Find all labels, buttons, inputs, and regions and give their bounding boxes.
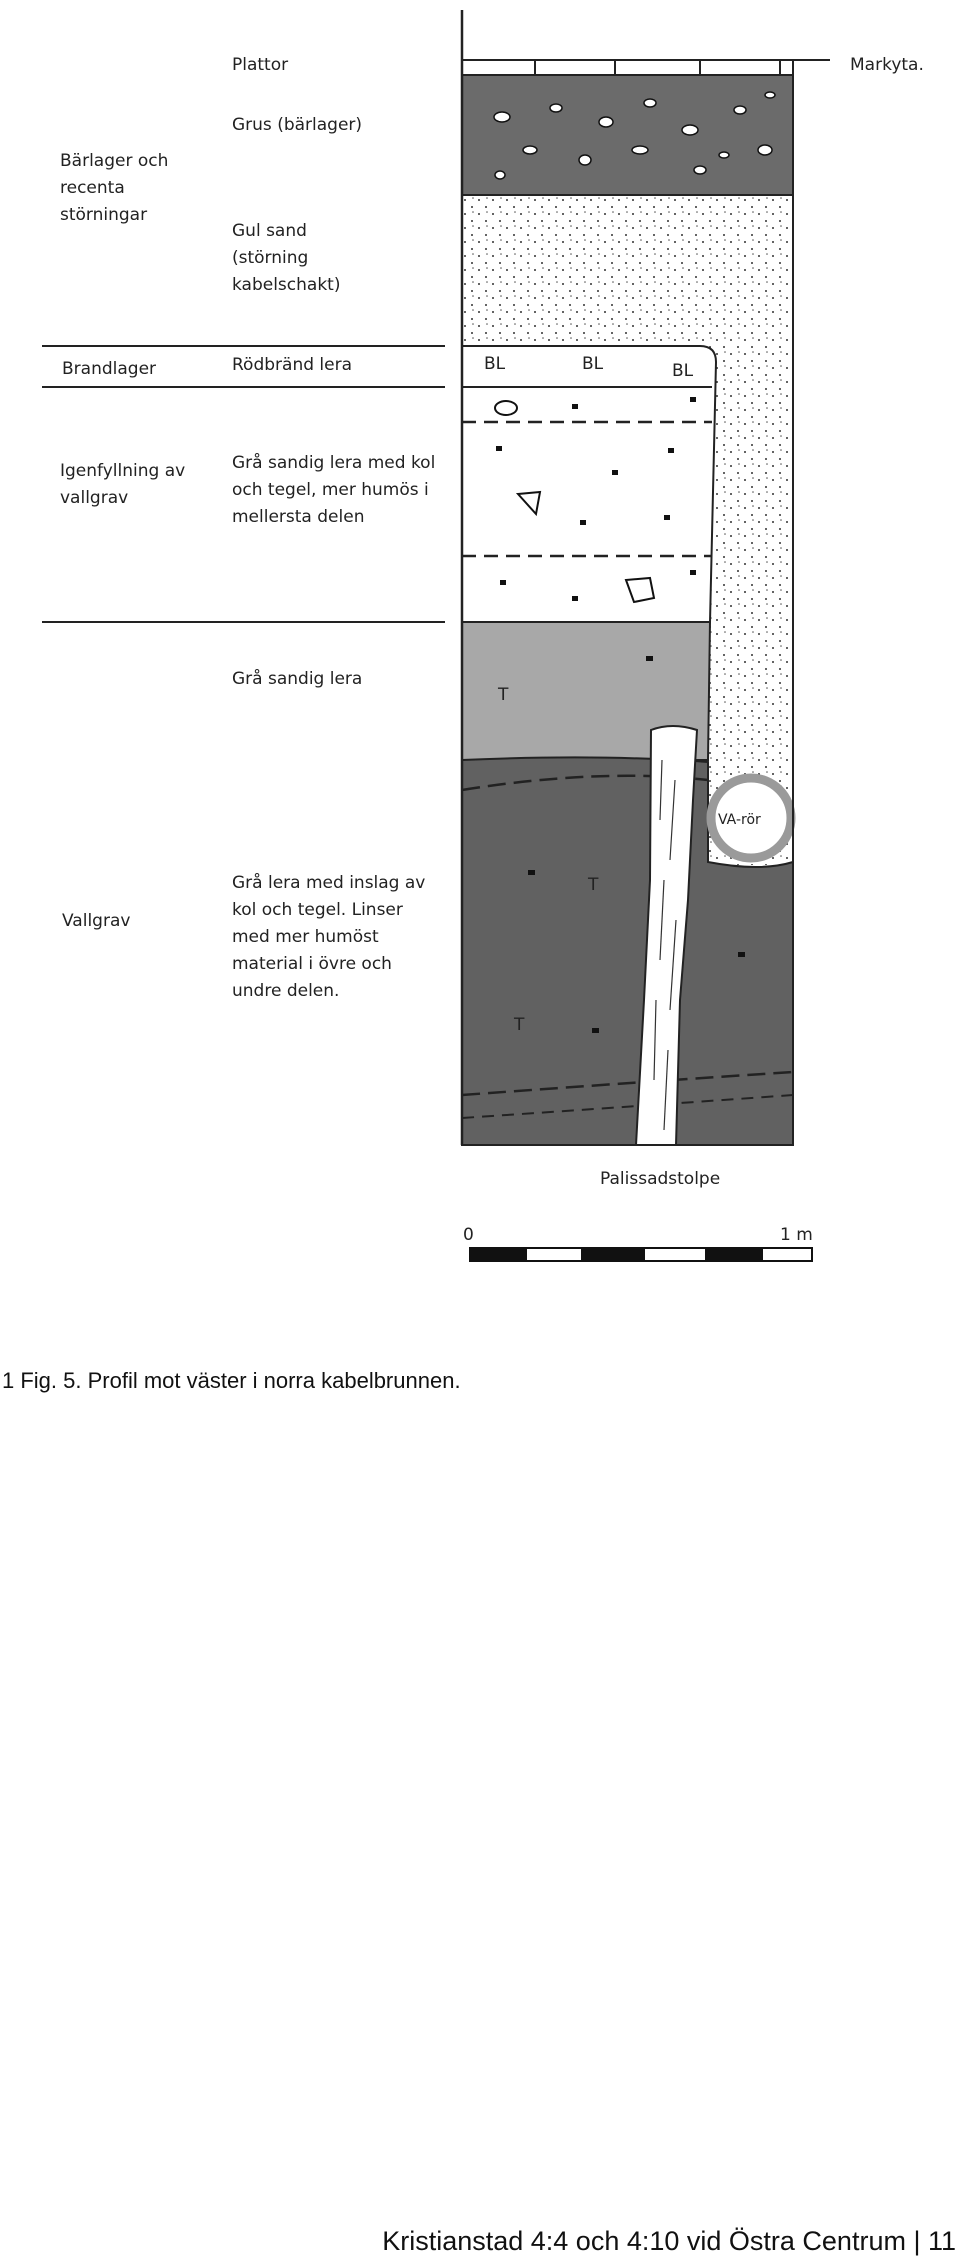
label-gra-sandig: Grå sandig lera [232, 669, 363, 689]
label-gul-sand: Gul sand (störning kabelschakt) [232, 221, 341, 295]
label-brandlager: Brandlager [62, 359, 157, 379]
t-tag: T [514, 1015, 525, 1035]
bl-tag: BL [582, 354, 604, 374]
label-palissadstolpe: Palissadstolpe [600, 1169, 721, 1189]
scale-bar [470, 1248, 812, 1261]
label-gra-lera: Grå lera med inslag av kol och tegel. Linser med mer humöst material i övre och undre delen. [232, 873, 426, 1001]
label-vallgrav: Vallgrav [62, 911, 131, 931]
layer-plattor [462, 60, 793, 75]
figure-caption: 1 Fig. 5. Profil mot väster i norra kabelbrunnen. [2, 1368, 461, 1393]
label-igenfyllning: Igenfyllning av vallgrav [60, 461, 186, 508]
label-markyta: Markyta. [850, 55, 924, 75]
label-barlager: Bärlager och recenta störningar [60, 151, 169, 225]
label-va-pipe: VA-rör [718, 812, 761, 828]
bl-tag: BL [672, 361, 694, 381]
bl-tag: BL [484, 354, 506, 374]
scale-end-label: 1 m [780, 1225, 813, 1245]
label-gra-sandig-kol: Grå sandig lera med kol och tegel, mer humös i mellersta delen [232, 453, 436, 527]
scale-start-label: 0 [463, 1225, 474, 1245]
layer-grus [462, 75, 793, 195]
t-tag: T [498, 685, 509, 705]
label-plattor: Plattor [232, 55, 289, 75]
label-rodbrand: Rödbränd lera [232, 355, 352, 375]
label-grus: Grus (bärlager) [232, 115, 363, 135]
page-footer: Kristianstad 4:4 och 4:10 vid Östra Centrum | 11 [382, 2226, 956, 2256]
t-tag: T [588, 875, 599, 895]
